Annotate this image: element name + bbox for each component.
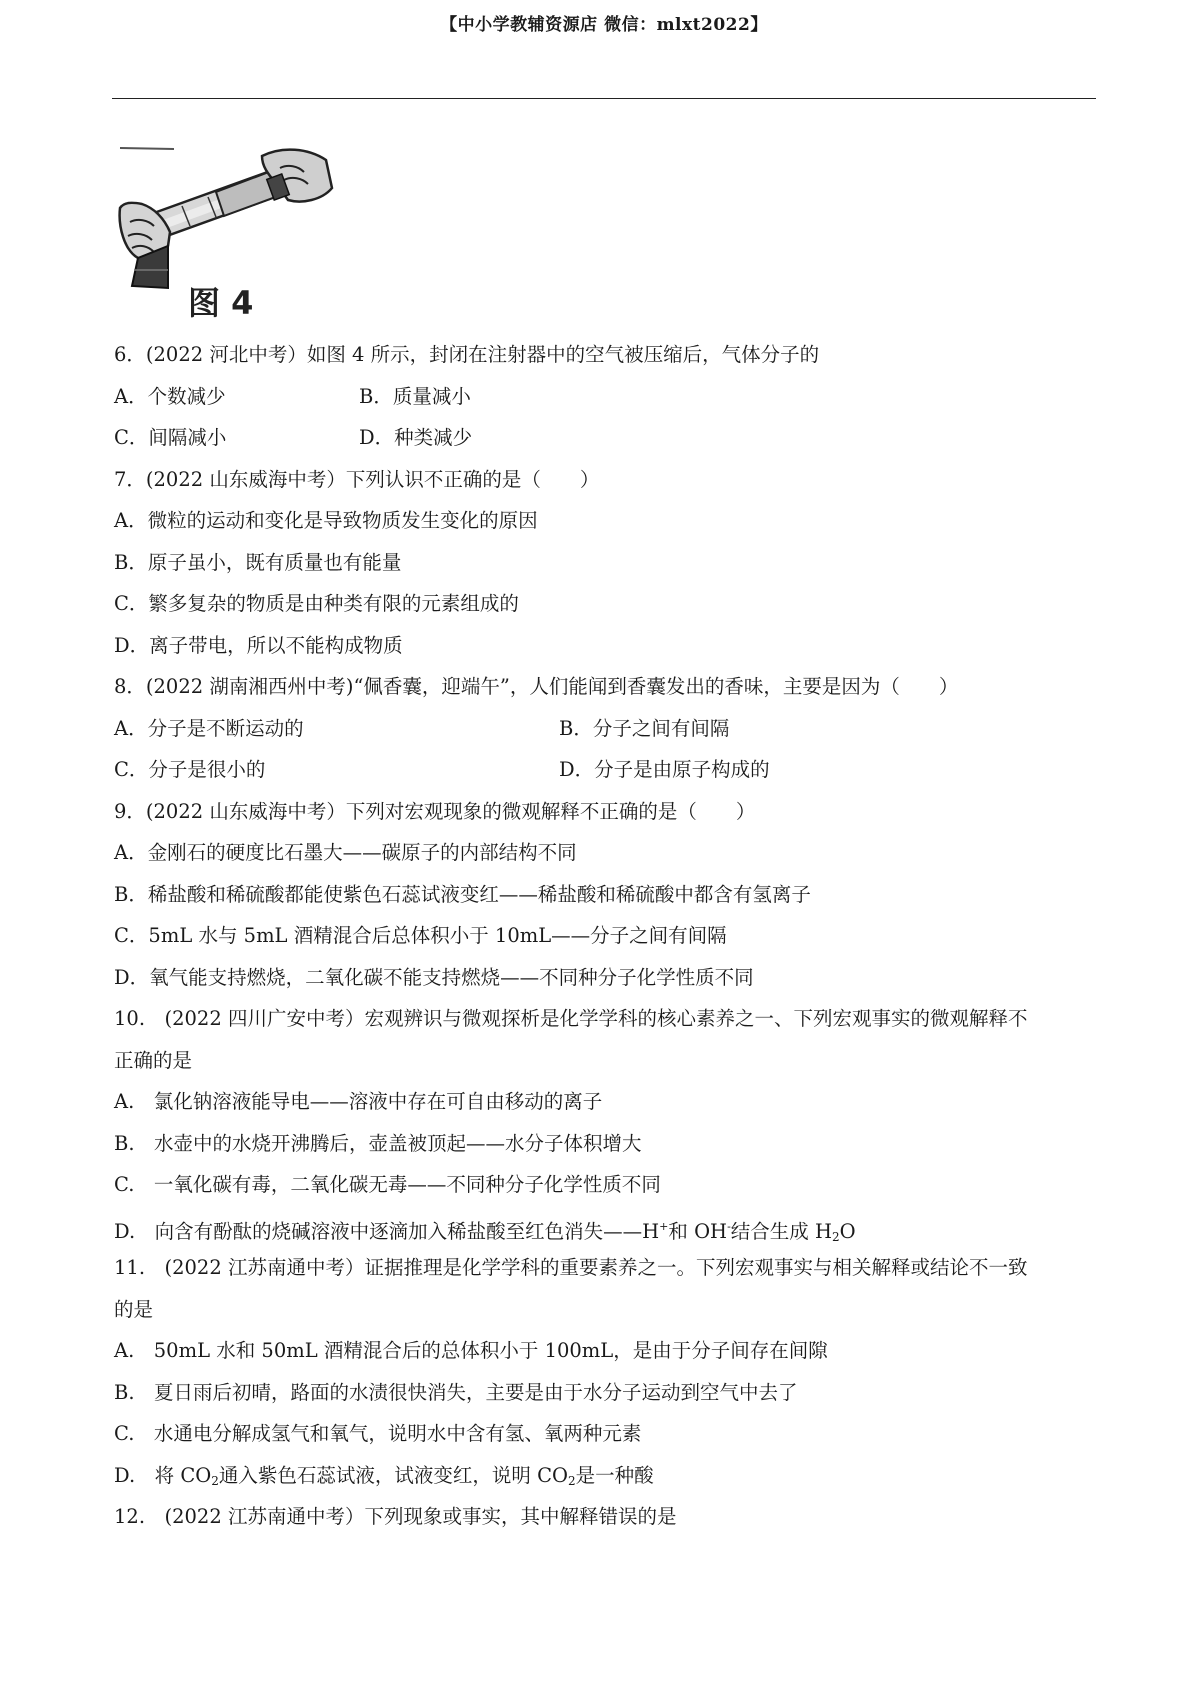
question-6-stem: 6．(2022 河北中考）如图 4 所示，封闭在注射器中的空气被压缩后，气体分子的 — [114, 343, 820, 366]
question-list — [114, 334, 1098, 1538]
question-11-option-d-prefix: D. 将 CO — [114, 1463, 212, 1487]
question-9-option-b: B．稀盐酸和稀硫酸都能使紫色石蕊试液变红——稀盐酸和稀硫酸中都含有氢离子 — [114, 882, 811, 906]
question-10-stem-line1: 10. (2022 四川广安中考）宏观辨识与微观探析是化学学科的核心素养之一、下列宏观事实的微观解释不 — [114, 1007, 1028, 1030]
question-11-option-d-sub1: 2 — [211, 1473, 219, 1488]
question-11-option-d-sub2: 2 — [568, 1473, 576, 1488]
question-6-option-a: A．个数减少 — [114, 384, 226, 408]
question-8-option-c: C．分子是很小的 — [114, 758, 266, 781]
question-10-option-d-mid2: 结合生成 H — [730, 1219, 833, 1243]
question-10-option-d-sup2: - — [727, 1219, 731, 1233]
question-8-stem: 8．(2022 湖南湘西州中考)“佩香囊，迎端午”，人们能闻到香囊发出的香味，主要是因为（ ） — [114, 675, 959, 698]
question-6-option-b: B．质量减小 — [359, 384, 471, 408]
question-10-option-d — [114, 1206, 1098, 1248]
question-11-option-d — [114, 1455, 1098, 1497]
question-9-stem: 9．(2022 山东威海中考）下列对宏观现象的微观解释不正确的是（ ） — [114, 799, 756, 823]
question-7-stem: 7．(2022 山东威海中考）下列认识不正确的是（ ） — [114, 467, 600, 491]
question-10-option-d-mid: 和 OH — [668, 1219, 728, 1243]
question-11-stem-line1: 11. (2022 江苏南通中考）证据推理是化学学科的重要素养之一。下列宏观事实与相关解释或结论不一致 — [114, 1256, 1028, 1279]
question-10-option-d-prefix: D. 向含有酚酞的烧碱溶液中逐滴加入稀盐酸至红色消失——H — [114, 1219, 660, 1243]
question-9-option-a: A．金刚石的硬度比石墨大——碳原子的内部结构不同 — [114, 841, 577, 864]
question-10-option-d-sub: 2 — [832, 1229, 840, 1244]
question-11-stem-line2: 的是 — [114, 1297, 154, 1321]
question-11-option-d-suffix: 是一种酸 — [575, 1463, 654, 1487]
question-8-options-row1 — [114, 708, 1098, 750]
question-6-option-c: C．间隔减小 — [114, 426, 227, 449]
question-10-stem-line2: 正确的是 — [114, 1048, 193, 1072]
question-6-option-d: D．种类减少 — [359, 426, 473, 449]
question-7-option-b: B．原子虽小，既有质量也有能量 — [114, 550, 402, 574]
question-11-option-b: B. 夏日雨后初晴，路面的水渍很快消失，主要是由于水分子运动到空气中去了 — [114, 1380, 798, 1404]
question-10-option-c: C. 一氧化碳有毒，二氧化碳无毒——不同种分子化学性质不同 — [114, 1173, 661, 1196]
question-10-option-b: B. 水壶中的水烧开沸腾后，壶盖被顶起——水分子体积增大 — [114, 1131, 642, 1155]
question-12-stem: 12. (2022 江苏南通中考）下列现象或事实，其中解释错误的是 — [114, 1505, 677, 1528]
question-9-option-d: D．氧气能支持燃烧，二氧化碳不能支持燃烧——不同种分子化学性质不同 — [114, 965, 754, 989]
question-7-option-c: C．繁多复杂的物质是由种类有限的元素组成的 — [114, 592, 519, 615]
question-6-options-row2 — [114, 417, 1098, 459]
question-8-option-b: B．分子之间有间隔 — [559, 716, 730, 740]
question-6-options-row1 — [114, 376, 1098, 418]
syringe-figure — [112, 146, 336, 322]
question-11-option-d-mid: 通入紫色石蕊试液，试液变红，说明 CO — [218, 1463, 568, 1487]
question-7-option-a: A．微粒的运动和变化是导致物质发生变化的原因 — [114, 509, 538, 532]
question-10-option-d-suffix: O — [839, 1219, 856, 1243]
question-7-option-d: D．离子带电，所以不能构成物质 — [114, 633, 403, 657]
question-9-option-c: C．5mL 水与 5mL 酒精混合后总体积小于 10mL——分子之间有间隔 — [114, 924, 727, 947]
question-11-option-a: A. 50mL 水和 50mL 酒精混合后的总体积小于 100mL，是由于分子间存在间隙 — [114, 1339, 828, 1362]
syringe-illustration — [112, 146, 336, 322]
header-divider — [112, 98, 1096, 99]
question-8-option-d: D．分子是由原子构成的 — [559, 758, 770, 781]
page-header: 【中小学教辅资源店 微信：mlxt2022】 — [440, 15, 768, 35]
question-8-option-a: A．分子是不断运动的 — [114, 716, 304, 740]
question-11-option-c: C. 水通电分解成氢气和氧气，说明水中含有氢、氧两种元素 — [114, 1422, 642, 1445]
question-10-option-a: A. 氯化钠溶液能导电——溶液中存在可自由移动的离子 — [114, 1090, 603, 1113]
question-8-options-row2 — [114, 749, 1098, 791]
question-10-option-d-sup1: + — [659, 1219, 669, 1233]
figure-caption: 图 4 — [188, 284, 254, 322]
